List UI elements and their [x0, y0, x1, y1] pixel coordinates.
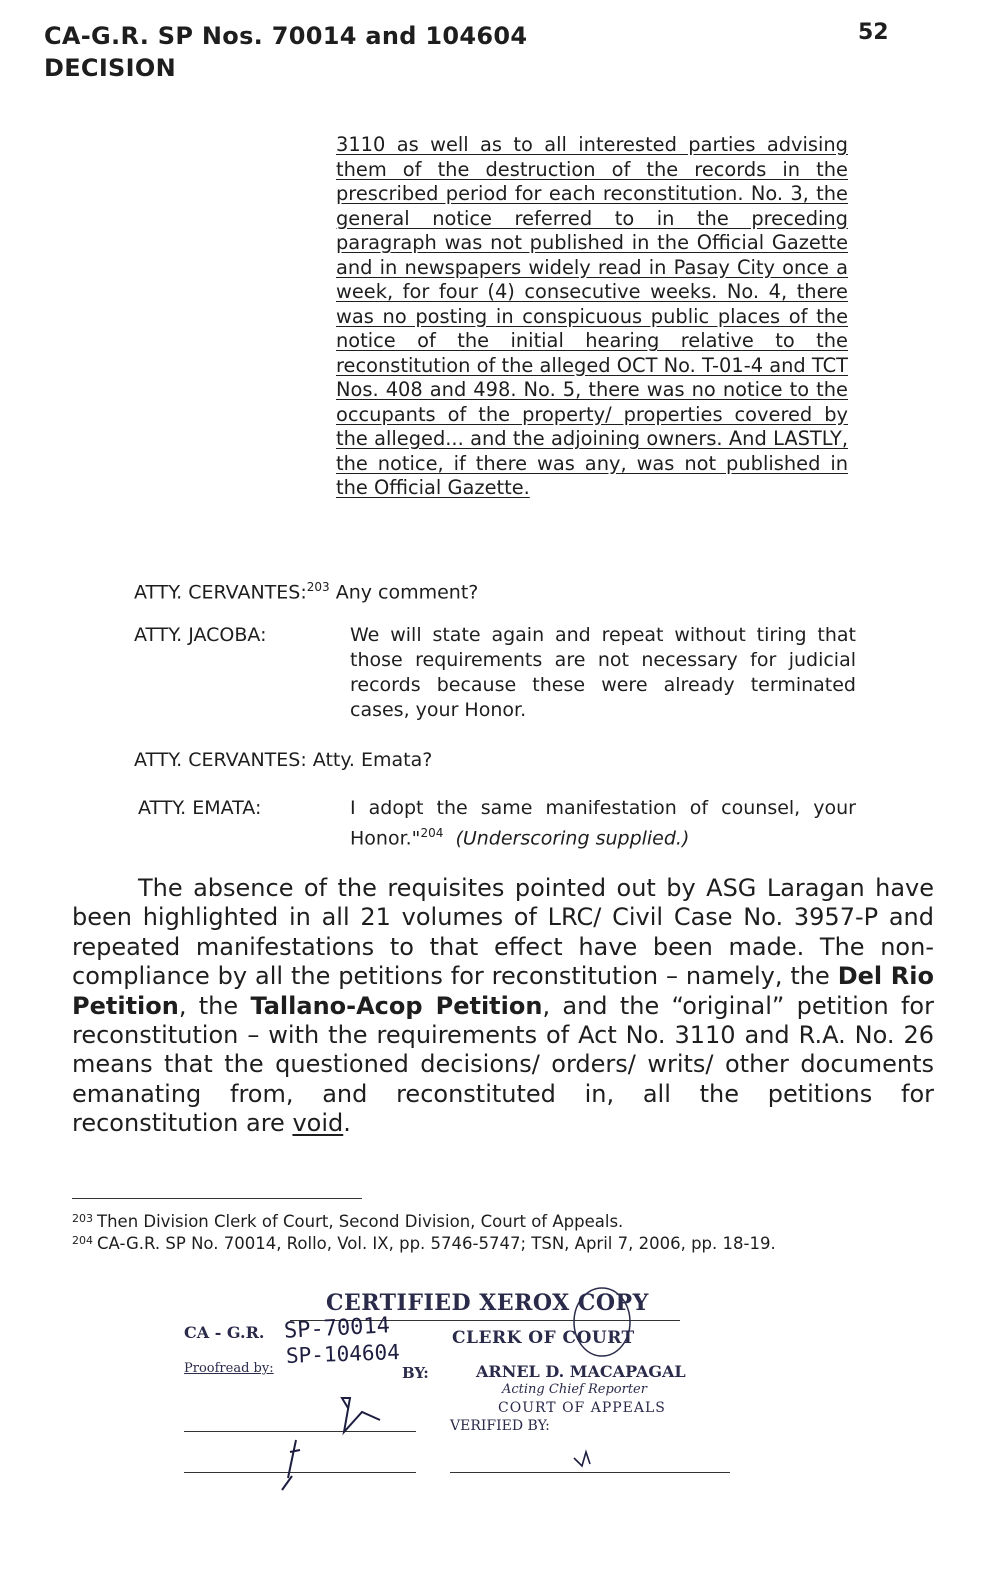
- footnote-ref: 203: [306, 580, 330, 594]
- void-word: void: [292, 1109, 344, 1138]
- body-paragraph: The absence of the requisites pointed out by ASG Laragan have been highlighted in all 21 volumes of LRC/ Civil Case No. 3957-P and repeated manifestations to that effect have been made. The non-compliance by all the petitions for reconstitution – namely, the Del Rio Petition, the Tallano-Acop Petition, and the “original” petition for reconstitution – with the requirements of Act No. 3110 and R.A. No. 26 means that the questioned decisions/ orders/ writs/ other documents emanating from, and reconstituted in, all the petitions for reconstitution are void.: [72, 874, 934, 1138]
- stamp-title: CERTIFIED XEROX COPY: [326, 1290, 649, 1316]
- verifier-initials: [574, 1452, 590, 1466]
- speaker-label: ATTY. EMATA:: [138, 797, 262, 819]
- clerk-of-court: CLERK OF COURT: [452, 1328, 635, 1348]
- quoted-text-end: .: [523, 476, 530, 499]
- speaker-label: ATTY. CERVANTES:: [134, 749, 307, 771]
- document-type: DECISION: [44, 54, 176, 82]
- footnote-203: $^{203}$ Then Division Clerk of Court, Second Division, Court of Appeals.: [72, 1212, 624, 1231]
- signatory-position: Acting Chief Reporter: [502, 1382, 647, 1397]
- speaker-label: ATTY. CERVANTES:: [134, 581, 307, 604]
- quoted-text: 3110 as well as to all interested parties advising them of the destruction of the records in the prescribed period for each reconstitution. No. 3, the general notice referred to in the preceding paragraph was not published in the Official Gazette and in newspapers widely read in Pasay City once a week, for four (4) consecutive weeks. No. 4, there was no posting in conspicuous public places of the notice of the initial hearing relative to the reconstitution of the alleged OCT No. T-01-4 and TCT Nos. 408 and 498. No. 5, there was no notice to the occupants of the property/ properties covered by the alleged... and the adjoining owners. And LASTLY, the notice, if there was any, was not published in the Official Gazette: [336, 133, 848, 499]
- speaker-label: ATTY. JACOBA:: [134, 624, 267, 646]
- exchange-text: Any comment?: [335, 581, 479, 604]
- proofreader-signature: [342, 1398, 380, 1432]
- stamp-circle: [574, 1288, 630, 1356]
- page-number: 52: [858, 20, 889, 45]
- footnote-ref: 204: [420, 826, 444, 840]
- tallano-acop-petition: Tallano-Acop Petition: [250, 991, 543, 1020]
- case-number: CA-G.R. SP Nos. 70014 and 104604: [44, 22, 528, 50]
- exchange-text: Atty. Emata?: [312, 749, 433, 771]
- exchange-text: I adopt the same manifestation of counsel, your Honor.": [350, 797, 856, 850]
- signatory-name: ARNEL D. MACAPAGAL: [476, 1362, 686, 1381]
- second-signature: [282, 1440, 300, 1490]
- footnote-204: $^{204}$ CA-G.R. SP No. 70014, Rollo, Vol. IX, pp. 5746-5747; TSN, April 7, 2006, pp. 18-19.: [72, 1234, 776, 1253]
- handwritten-case-2: SP-104604: [285, 1340, 401, 1368]
- underscoring-note: (Underscoring supplied.): [455, 827, 690, 850]
- verified-by-label: VERIFIED BY:: [450, 1418, 550, 1434]
- del-rio-petition: Del Rio Petition: [72, 962, 934, 1020]
- court-name: COURT OF APPEALS: [498, 1400, 666, 1416]
- handwritten-case-1: SP-70014: [283, 1313, 391, 1344]
- proofread-label: Proofread by:: [184, 1361, 274, 1376]
- ca-gr-label: CA - G.R.: [184, 1323, 265, 1342]
- by-label: BY:: [402, 1364, 429, 1382]
- exchange-text: We will state again and repeat without tiring that those requirements are not necessary for judicial records because these were already terminated cases, your Honor.: [350, 624, 856, 721]
